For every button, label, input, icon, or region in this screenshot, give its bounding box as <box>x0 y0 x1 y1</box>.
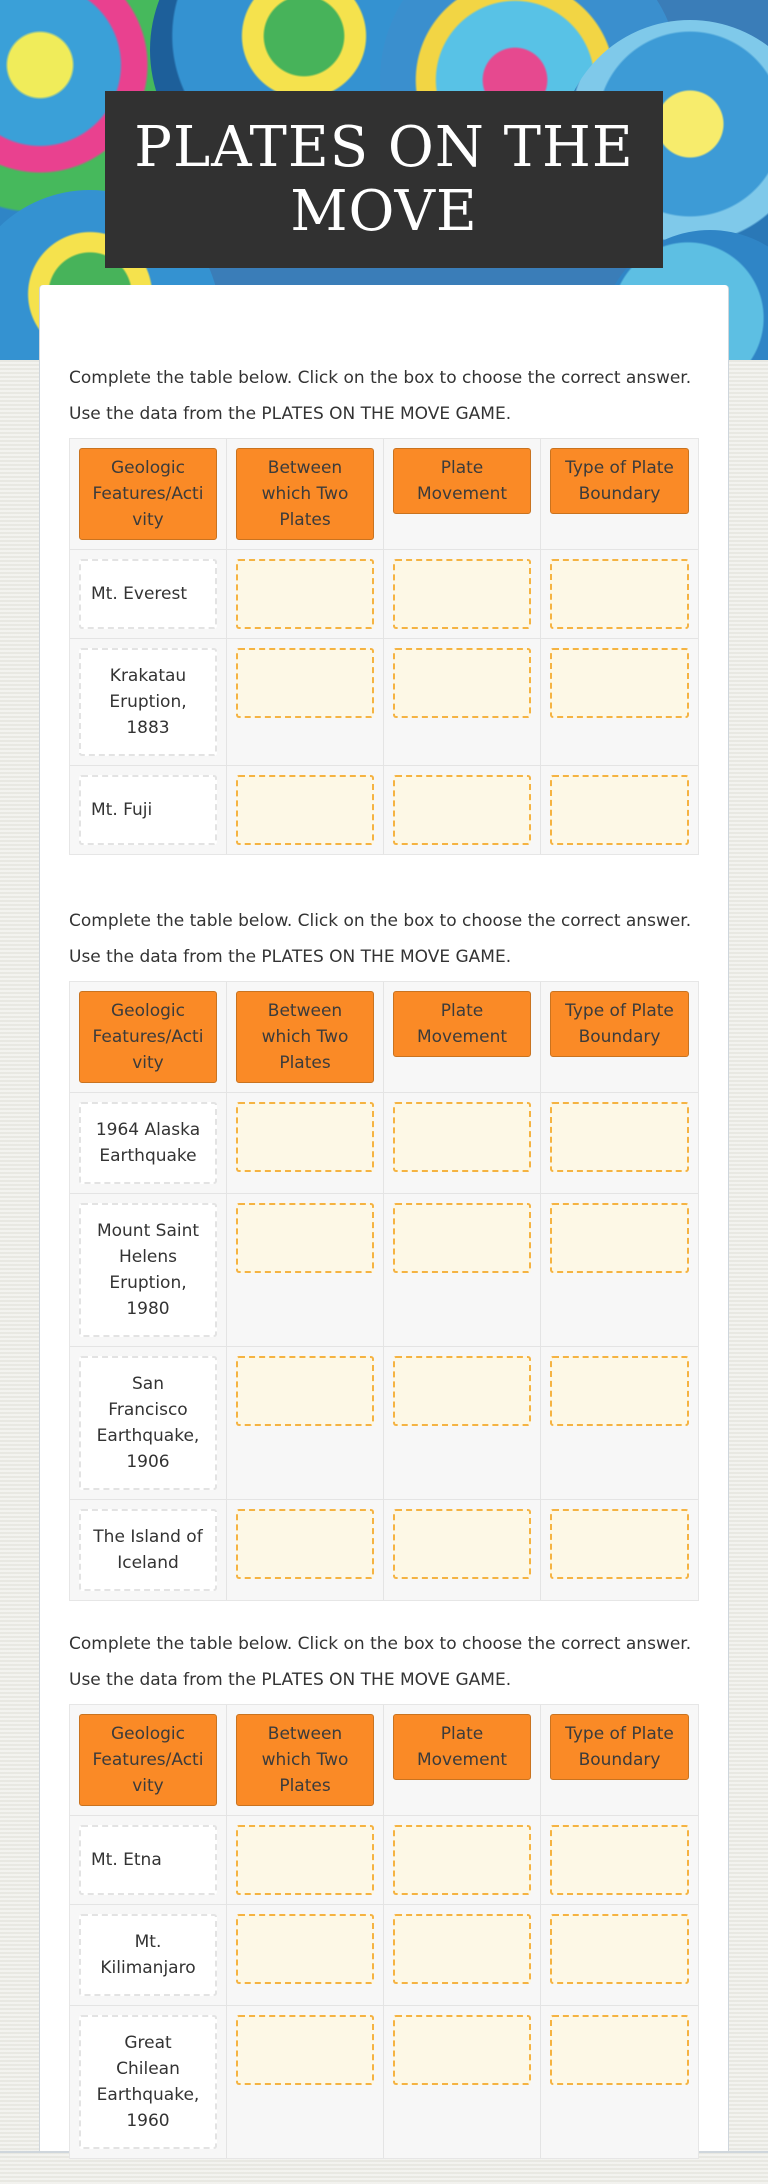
table-section-2 <box>69 903 699 1601</box>
answer-drop-box[interactable] <box>393 1825 531 1895</box>
page-title: PLATES ON THE MOVE <box>134 114 634 244</box>
answer-cell <box>227 550 384 638</box>
column-header: Between which Two Plates <box>236 1714 374 1806</box>
table-header-row <box>70 982 698 1093</box>
answer-cell <box>227 1093 384 1193</box>
feature-label: Mt. Everest <box>79 559 217 629</box>
feature-label: Mt. Etna <box>79 1825 217 1895</box>
feature-cell <box>70 2006 227 2158</box>
answer-cell <box>541 1816 698 1904</box>
header-cell <box>384 439 541 549</box>
feature-cell <box>70 1500 227 1600</box>
column-header: Type of Plate Boundary <box>550 991 689 1057</box>
header-cell <box>227 1705 384 1815</box>
table-row <box>70 1347 698 1500</box>
answer-drop-box[interactable] <box>236 1356 374 1426</box>
feature-cell <box>70 1093 227 1193</box>
answer-cell <box>541 1194 698 1346</box>
feature-label: Mt. Fuji <box>79 775 217 845</box>
answer-drop-box[interactable] <box>236 1203 374 1273</box>
header-cell <box>384 982 541 1092</box>
answer-drop-box[interactable] <box>236 648 374 718</box>
feature-label: Great Chilean Earthquake, 1960 <box>79 2015 217 2149</box>
feature-label: Krakatau Eruption, 1883 <box>79 648 217 756</box>
answer-cell <box>541 1347 698 1499</box>
column-header: Plate Movement <box>393 448 531 514</box>
feature-label: The Island of Iceland <box>79 1509 217 1591</box>
answer-drop-box[interactable] <box>393 775 531 845</box>
header-cell <box>541 1705 698 1815</box>
answer-drop-box[interactable] <box>550 559 689 629</box>
answer-drop-box[interactable] <box>550 1102 689 1172</box>
column-header: Type of Plate Boundary <box>550 1714 689 1780</box>
table-row <box>70 1905 698 2006</box>
instruction-text: Complete the table below. Click on the box to choose the correct answer. <box>69 1634 692 1654</box>
answer-cell <box>541 766 698 854</box>
column-header: Plate Movement <box>393 1714 531 1780</box>
answer-cell <box>384 639 541 765</box>
feature-cell <box>70 1816 227 1904</box>
feature-cell <box>70 1194 227 1346</box>
table-row <box>70 550 698 639</box>
instruction-text: Use the data from the PLATES ON THE MOVE GAME. <box>69 947 512 967</box>
table-row <box>70 1816 698 1905</box>
answer-cell <box>541 1500 698 1600</box>
answer-cell <box>541 639 698 765</box>
column-header: Type of Plate Boundary <box>550 448 689 514</box>
instruction-text: Use the data from the PLATES ON THE MOVE GAME. <box>69 1670 512 1690</box>
answer-drop-box[interactable] <box>550 2015 689 2085</box>
answer-drop-box[interactable] <box>550 648 689 718</box>
answer-drop-box[interactable] <box>550 1203 689 1273</box>
column-header: Plate Movement <box>393 991 531 1057</box>
title-box <box>105 91 663 268</box>
column-header: Between which Two Plates <box>236 448 374 540</box>
answer-cell <box>384 1500 541 1600</box>
answer-cell <box>227 1194 384 1346</box>
feature-label: San Francisco Earthquake, 1906 <box>79 1356 217 1490</box>
answer-drop-box[interactable] <box>393 1914 531 1984</box>
answer-cell <box>541 1093 698 1193</box>
table-section-3 <box>69 1626 699 2159</box>
header-cell <box>384 1705 541 1815</box>
answer-drop-box[interactable] <box>550 1509 689 1579</box>
answer-cell <box>227 2006 384 2158</box>
feature-label: Mt. Kilimanjaro <box>79 1914 217 1996</box>
table-row <box>70 1194 698 1347</box>
table-header-row <box>70 439 698 550</box>
answer-cell <box>227 1500 384 1600</box>
answer-drop-box[interactable] <box>550 775 689 845</box>
answer-drop-box[interactable] <box>236 2015 374 2085</box>
answer-drop-box[interactable] <box>393 1203 531 1273</box>
header-cell <box>227 982 384 1092</box>
answer-drop-box[interactable] <box>550 1825 689 1895</box>
answer-cell <box>384 550 541 638</box>
answer-drop-box[interactable] <box>550 1356 689 1426</box>
answer-cell <box>384 1194 541 1346</box>
answer-drop-box[interactable] <box>236 559 374 629</box>
header-cell <box>227 439 384 549</box>
answer-cell <box>384 1347 541 1499</box>
table-row <box>70 2006 698 2158</box>
answer-cell <box>384 766 541 854</box>
drag-drop-table <box>69 1704 699 2159</box>
header-cell <box>70 982 227 1092</box>
answer-cell <box>227 1816 384 1904</box>
table-row <box>70 766 698 854</box>
answer-cell <box>541 550 698 638</box>
header-cell <box>541 439 698 549</box>
feature-cell <box>70 766 227 854</box>
answer-drop-box[interactable] <box>236 1102 374 1172</box>
instruction-text: Complete the table below. Click on the box to choose the correct answer. <box>69 368 692 388</box>
answer-drop-box[interactable] <box>236 775 374 845</box>
answer-drop-box[interactable] <box>236 1825 374 1895</box>
header-cell <box>541 982 698 1092</box>
answer-cell <box>384 2006 541 2158</box>
column-header: Between which Two Plates <box>236 991 374 1083</box>
answer-cell <box>384 1816 541 1904</box>
feature-cell <box>70 1905 227 2005</box>
feature-label: Mount Saint Helens Eruption, 1980 <box>79 1203 217 1337</box>
drag-drop-table <box>69 981 699 1601</box>
answer-drop-box[interactable] <box>550 1914 689 1984</box>
table-row <box>70 639 698 766</box>
answer-drop-box[interactable] <box>393 1356 531 1426</box>
answer-drop-box[interactable] <box>393 1102 531 1172</box>
drag-drop-table <box>69 438 699 855</box>
feature-cell <box>70 550 227 638</box>
table-header-row <box>70 1705 698 1816</box>
instruction-text: Use the data from the PLATES ON THE MOVE GAME. <box>69 404 512 424</box>
answer-drop-box[interactable] <box>393 1509 531 1579</box>
answer-cell <box>384 1093 541 1193</box>
table-section-1 <box>69 360 699 855</box>
answer-cell <box>541 2006 698 2158</box>
header-cell <box>70 1705 227 1815</box>
feature-cell <box>70 639 227 765</box>
answer-drop-box[interactable] <box>393 2015 531 2085</box>
answer-drop-box[interactable] <box>393 559 531 629</box>
table-row <box>70 1500 698 1600</box>
column-header: Geologic Features/Acti vity <box>79 1714 217 1806</box>
column-header: Geologic Features/Acti vity <box>79 448 217 540</box>
column-header: Geologic Features/Acti vity <box>79 991 217 1083</box>
answer-cell <box>227 639 384 765</box>
answer-cell <box>227 1347 384 1499</box>
instruction-text: Complete the table below. Click on the box to choose the correct answer. <box>69 911 692 931</box>
answer-cell <box>227 1905 384 2005</box>
feature-cell <box>70 1347 227 1499</box>
answer-cell <box>227 766 384 854</box>
table-row <box>70 1093 698 1194</box>
answer-drop-box[interactable] <box>236 1914 374 1984</box>
feature-label: 1964 Alaska Earthquake <box>79 1102 217 1184</box>
answer-drop-box[interactable] <box>236 1509 374 1579</box>
answer-drop-box[interactable] <box>393 648 531 718</box>
answer-cell <box>384 1905 541 2005</box>
header-cell <box>70 439 227 549</box>
answer-cell <box>541 1905 698 2005</box>
